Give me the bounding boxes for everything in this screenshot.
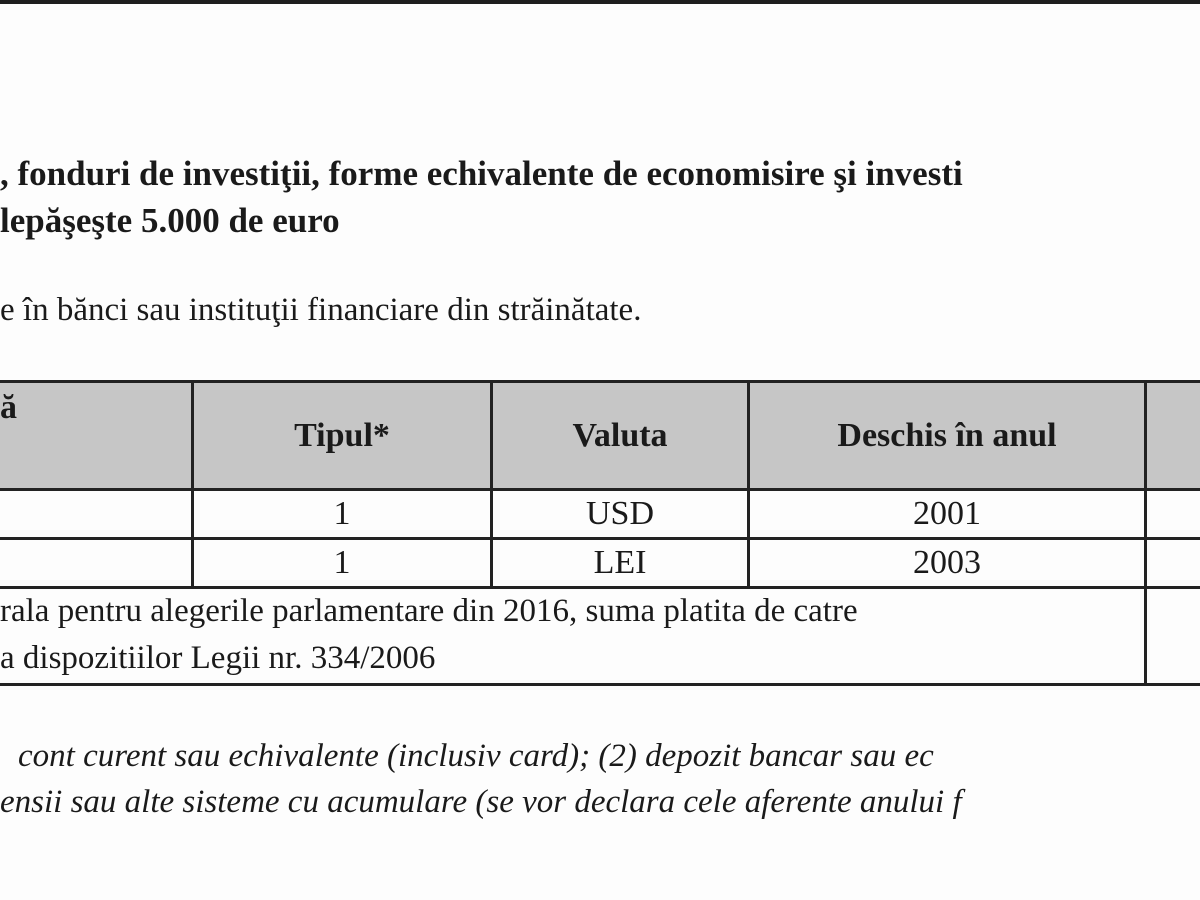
note-line-2: a dispozitiilor Legii nr. 334/2006: [0, 640, 436, 676]
header-cell-partial: ă: [0, 389, 17, 426]
accounts-table: [0, 380, 1200, 686]
rule: [0, 537, 1200, 540]
table-cell-tipul: 1: [333, 544, 351, 581]
rule: [0, 683, 1200, 686]
table-cell-valuta: USD: [585, 495, 655, 532]
footnote-line-2: ensii sau alte sisteme cu acumulare (se vor declara cele aferente anului f: [0, 784, 962, 820]
table-cell-valuta: LEI: [593, 544, 647, 581]
header-valuta: Valuta: [572, 417, 668, 454]
header-deschis-in-anul: Deschis în anul: [837, 417, 1057, 454]
heading-line-2: lepăşeşte 5.000 de euro: [0, 201, 340, 240]
note-line-1: rala pentru alegerile parlamentare din 2016, suma platita de catre: [0, 593, 858, 629]
table-cell-an: 2001: [913, 495, 981, 532]
table-cell-tipul: 1: [333, 495, 351, 532]
rule: [0, 380, 1200, 383]
rule: [1144, 380, 1147, 686]
header-tipul: Tipul*: [294, 417, 390, 454]
footnote-line-1: cont curent sau echivalente (inclusiv card); (2) depozit bancar sau ec: [18, 738, 934, 774]
rule: [0, 488, 1200, 491]
table-cell-an: 2003: [913, 544, 981, 581]
heading-line-1: , fonduri de investiţii, forme echivalente de economisire şi investi: [0, 154, 963, 193]
intro-text: e în bănci sau instituţii financiare din străinătate.: [0, 292, 642, 328]
rule: [0, 586, 1200, 589]
top-rule: [0, 0, 1200, 4]
